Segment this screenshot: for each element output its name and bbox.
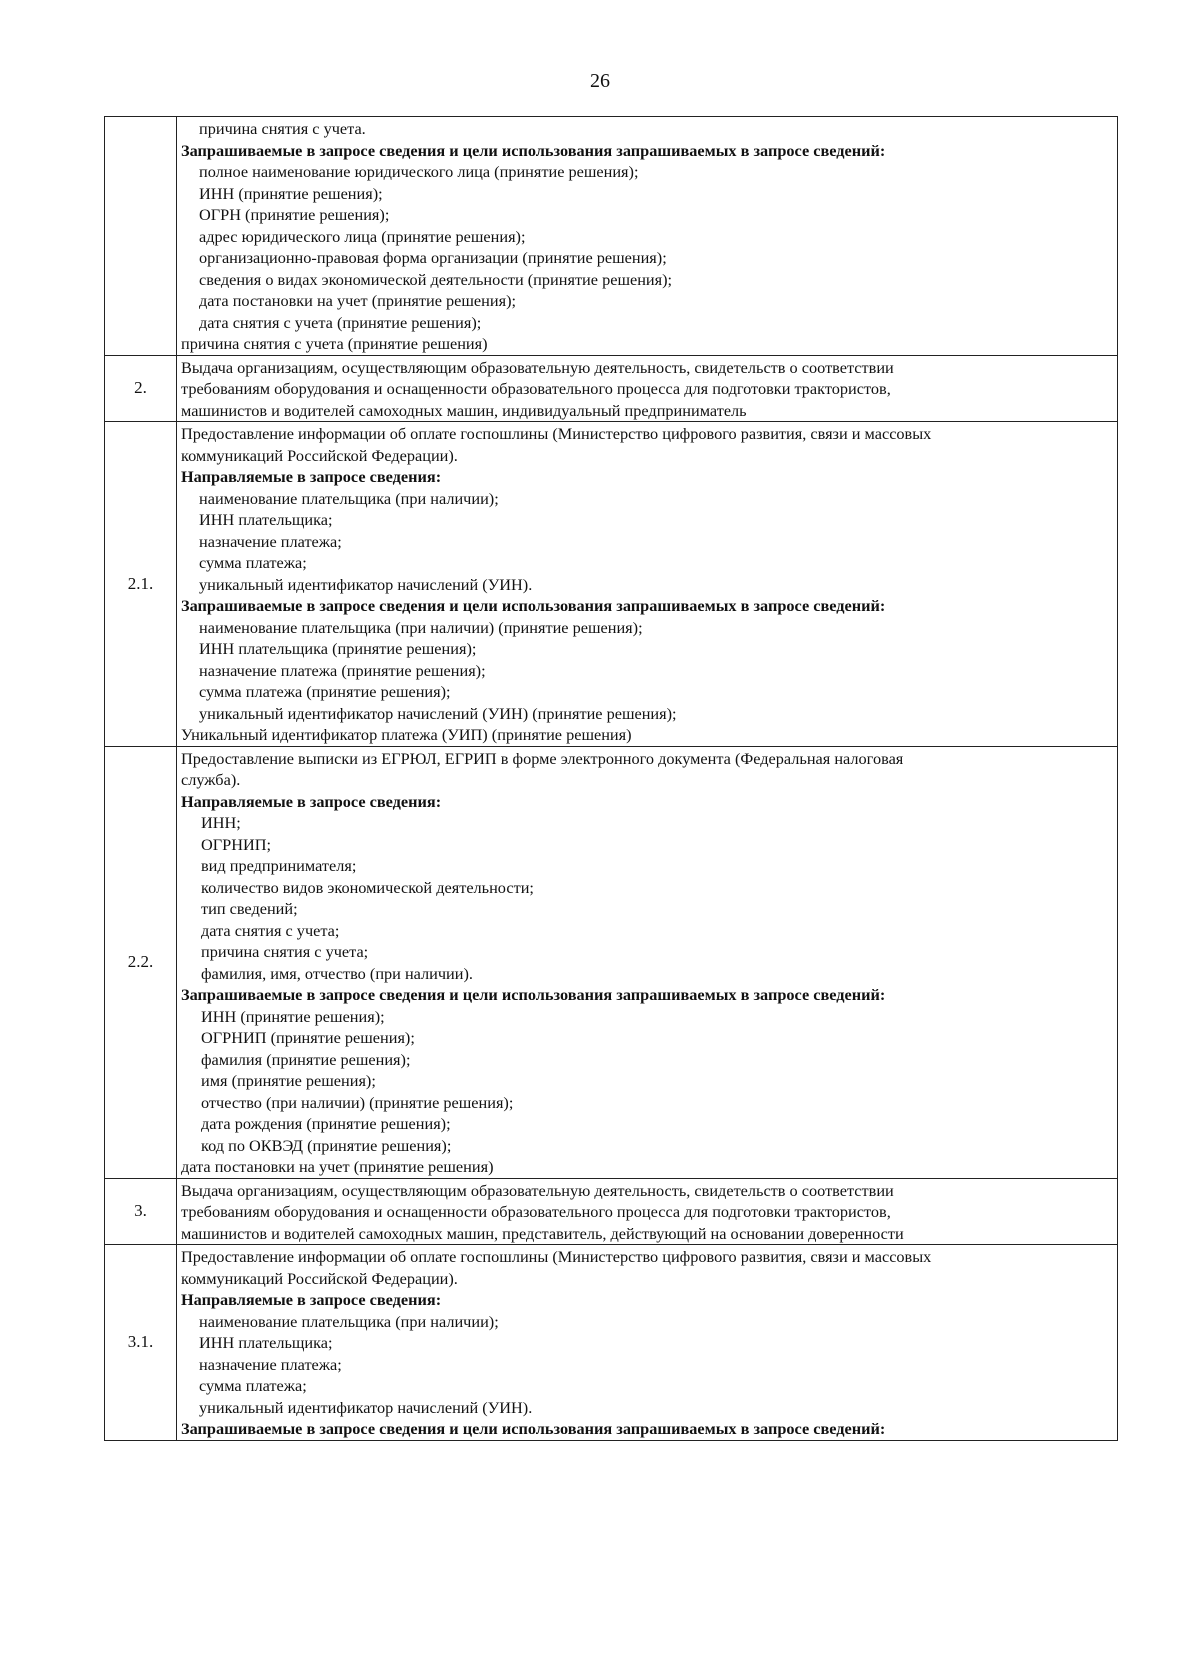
text-line: ИНН (принятие решения);	[201, 1006, 385, 1026]
text-line: вид предпринимателя;	[201, 856, 357, 875]
text-line: количество видов экономической деятельности;	[201, 877, 534, 897]
row-number: 2.	[105, 355, 177, 422]
text-line: ИНН;	[201, 813, 241, 832]
table-row	[105, 117, 1118, 356]
text-line: коммуникаций Российской Федерации).	[181, 445, 458, 465]
text-line: назначение платежа;	[199, 1354, 342, 1374]
text-line: требованиям оборудования и оснащенности образовательного процесса для подготовки трактористов,	[181, 1202, 891, 1221]
text-line: причина снятия с учета;	[201, 942, 369, 961]
text-line: дата постановки на учет (принятие решения)	[181, 1157, 494, 1176]
text-line: причина снятия с учета.	[199, 119, 366, 138]
row-number: 3.1.	[105, 1245, 177, 1441]
row-number: 2.2.	[105, 746, 177, 1178]
section-heading: Запрашиваемые в запросе сведения и цели использования запрашиваемых в запросе сведений:	[181, 140, 886, 160]
text-line: дата снятия с учета;	[201, 920, 340, 940]
text-line: ИНН плательщика;	[199, 1333, 333, 1352]
text-line: коммуникаций Российской Федерации).	[181, 1268, 458, 1288]
text-line: Выдача организациям, осуществляющим образовательную деятельность, свидетельств о соответствии	[181, 1180, 894, 1200]
text-line: наименование плательщика (при наличии) (принятие решения);	[199, 617, 643, 637]
text-line: Уникальный идентификатор платежа (УИП) (принятие решения)	[181, 725, 632, 744]
text-line: фамилия (принятие решения);	[201, 1049, 411, 1069]
row-content	[177, 1178, 1118, 1245]
table-row	[105, 422, 1118, 747]
section-heading: Запрашиваемые в запросе сведения и цели использования запрашиваемых в запросе сведений:	[181, 1419, 886, 1438]
text-line: Предоставление информации об оплате госпошлины (Министерство цифрового развития, связи и массовых	[181, 1247, 932, 1266]
text-line: сумма платежа;	[199, 1376, 307, 1395]
text-line: назначение платежа;	[199, 531, 342, 551]
text-line: Предоставление выписки из ЕГРЮЛ, ЕГРИП в форме электронного документа (Федеральная налоговая	[181, 748, 904, 768]
table-body	[105, 117, 1118, 1441]
text-line: код по ОКВЭД (принятие решения);	[201, 1135, 452, 1155]
section-heading: Направляемые в запросе сведения:	[181, 467, 442, 486]
section-heading: Запрашиваемые в запросе сведения и цели использования запрашиваемых в запросе сведений:	[181, 985, 886, 1004]
text-line: машинистов и водителей самоходных машин, индивидуальный предприниматель	[181, 400, 747, 420]
text-line: ИНН (принятие решения);	[199, 183, 383, 203]
text-line: дата снятия с учета (принятие решения);	[199, 312, 482, 332]
text-line: уникальный идентификатор начислений (УИН).	[199, 1397, 533, 1417]
text-line: наименование плательщика (при наличии);	[199, 488, 499, 508]
row-content	[177, 746, 1118, 1178]
row-number: 3.	[105, 1178, 177, 1245]
row-content	[177, 1245, 1118, 1441]
text-line: дата постановки на учет (принятие решения);	[199, 291, 517, 310]
table-row	[105, 1245, 1118, 1441]
row-content	[177, 117, 1118, 356]
text-line: уникальный идентификатор начислений (УИН).	[199, 574, 533, 594]
table-row	[105, 1178, 1118, 1245]
text-line: уникальный идентификатор начислений (УИН) (принятие решения);	[199, 703, 677, 723]
row-content	[177, 355, 1118, 422]
document-table	[104, 116, 1118, 1441]
row-number: 2.1.	[105, 422, 177, 747]
row-number	[105, 117, 177, 356]
section-heading: Направляемые в запросе сведения:	[181, 1290, 442, 1309]
text-line: наименование плательщика (при наличии);	[199, 1311, 499, 1331]
text-line: ОГРН (принятие решения);	[199, 205, 390, 224]
text-line: ОГРНИП;	[201, 834, 272, 854]
text-line: Выдача организациям, осуществляющим образовательную деятельность, свидетельств о соответствии	[181, 357, 894, 377]
text-line: дата рождения (принятие решения);	[201, 1114, 451, 1133]
text-line: отчество (при наличии) (принятие решения);	[201, 1092, 514, 1112]
text-line: тип сведений;	[201, 899, 298, 918]
text-line: назначение платежа (принятие решения);	[199, 660, 486, 680]
text-line: Предоставление информации об оплате госпошлины (Министерство цифрового развития, связи и массовых	[181, 424, 932, 443]
text-line: сумма платежа (принятие решения);	[199, 682, 451, 701]
text-line: организационно-правовая форма организации (принятие решения);	[199, 248, 667, 267]
text-line: требованиям оборудования и оснащенности образовательного процесса для подготовки трактористов,	[181, 379, 891, 398]
section-heading: Запрашиваемые в запросе сведения и цели использования запрашиваемых в запросе сведений:	[181, 596, 886, 615]
text-line: причина снятия с учета (принятие решения)	[181, 334, 488, 353]
text-line: фамилия, имя, отчество (при наличии).	[201, 963, 473, 983]
text-line: ОГРНИП (принятие решения);	[201, 1028, 415, 1047]
text-line: ИНН плательщика;	[199, 510, 333, 529]
table-row	[105, 355, 1118, 422]
text-line: сумма платежа;	[199, 553, 307, 572]
text-line: сведения о видах экономической деятельности (принятие решения);	[199, 269, 673, 289]
page-number: 26	[590, 70, 610, 92]
text-line: служба).	[181, 770, 241, 789]
text-line: адрес юридического лица (принятие решения);	[199, 226, 526, 246]
table-row	[105, 746, 1118, 1178]
text-line: имя (принятие решения);	[201, 1071, 376, 1090]
row-content	[177, 422, 1118, 747]
section-heading: Направляемые в запросе сведения:	[181, 791, 442, 811]
text-line: машинистов и водителей самоходных машин, представитель, действующий на основании доверенности	[181, 1223, 904, 1243]
text-line: ИНН плательщика (принятие решения);	[199, 639, 477, 658]
text-line: полное наименование юридического лица (принятие решения);	[199, 162, 639, 181]
